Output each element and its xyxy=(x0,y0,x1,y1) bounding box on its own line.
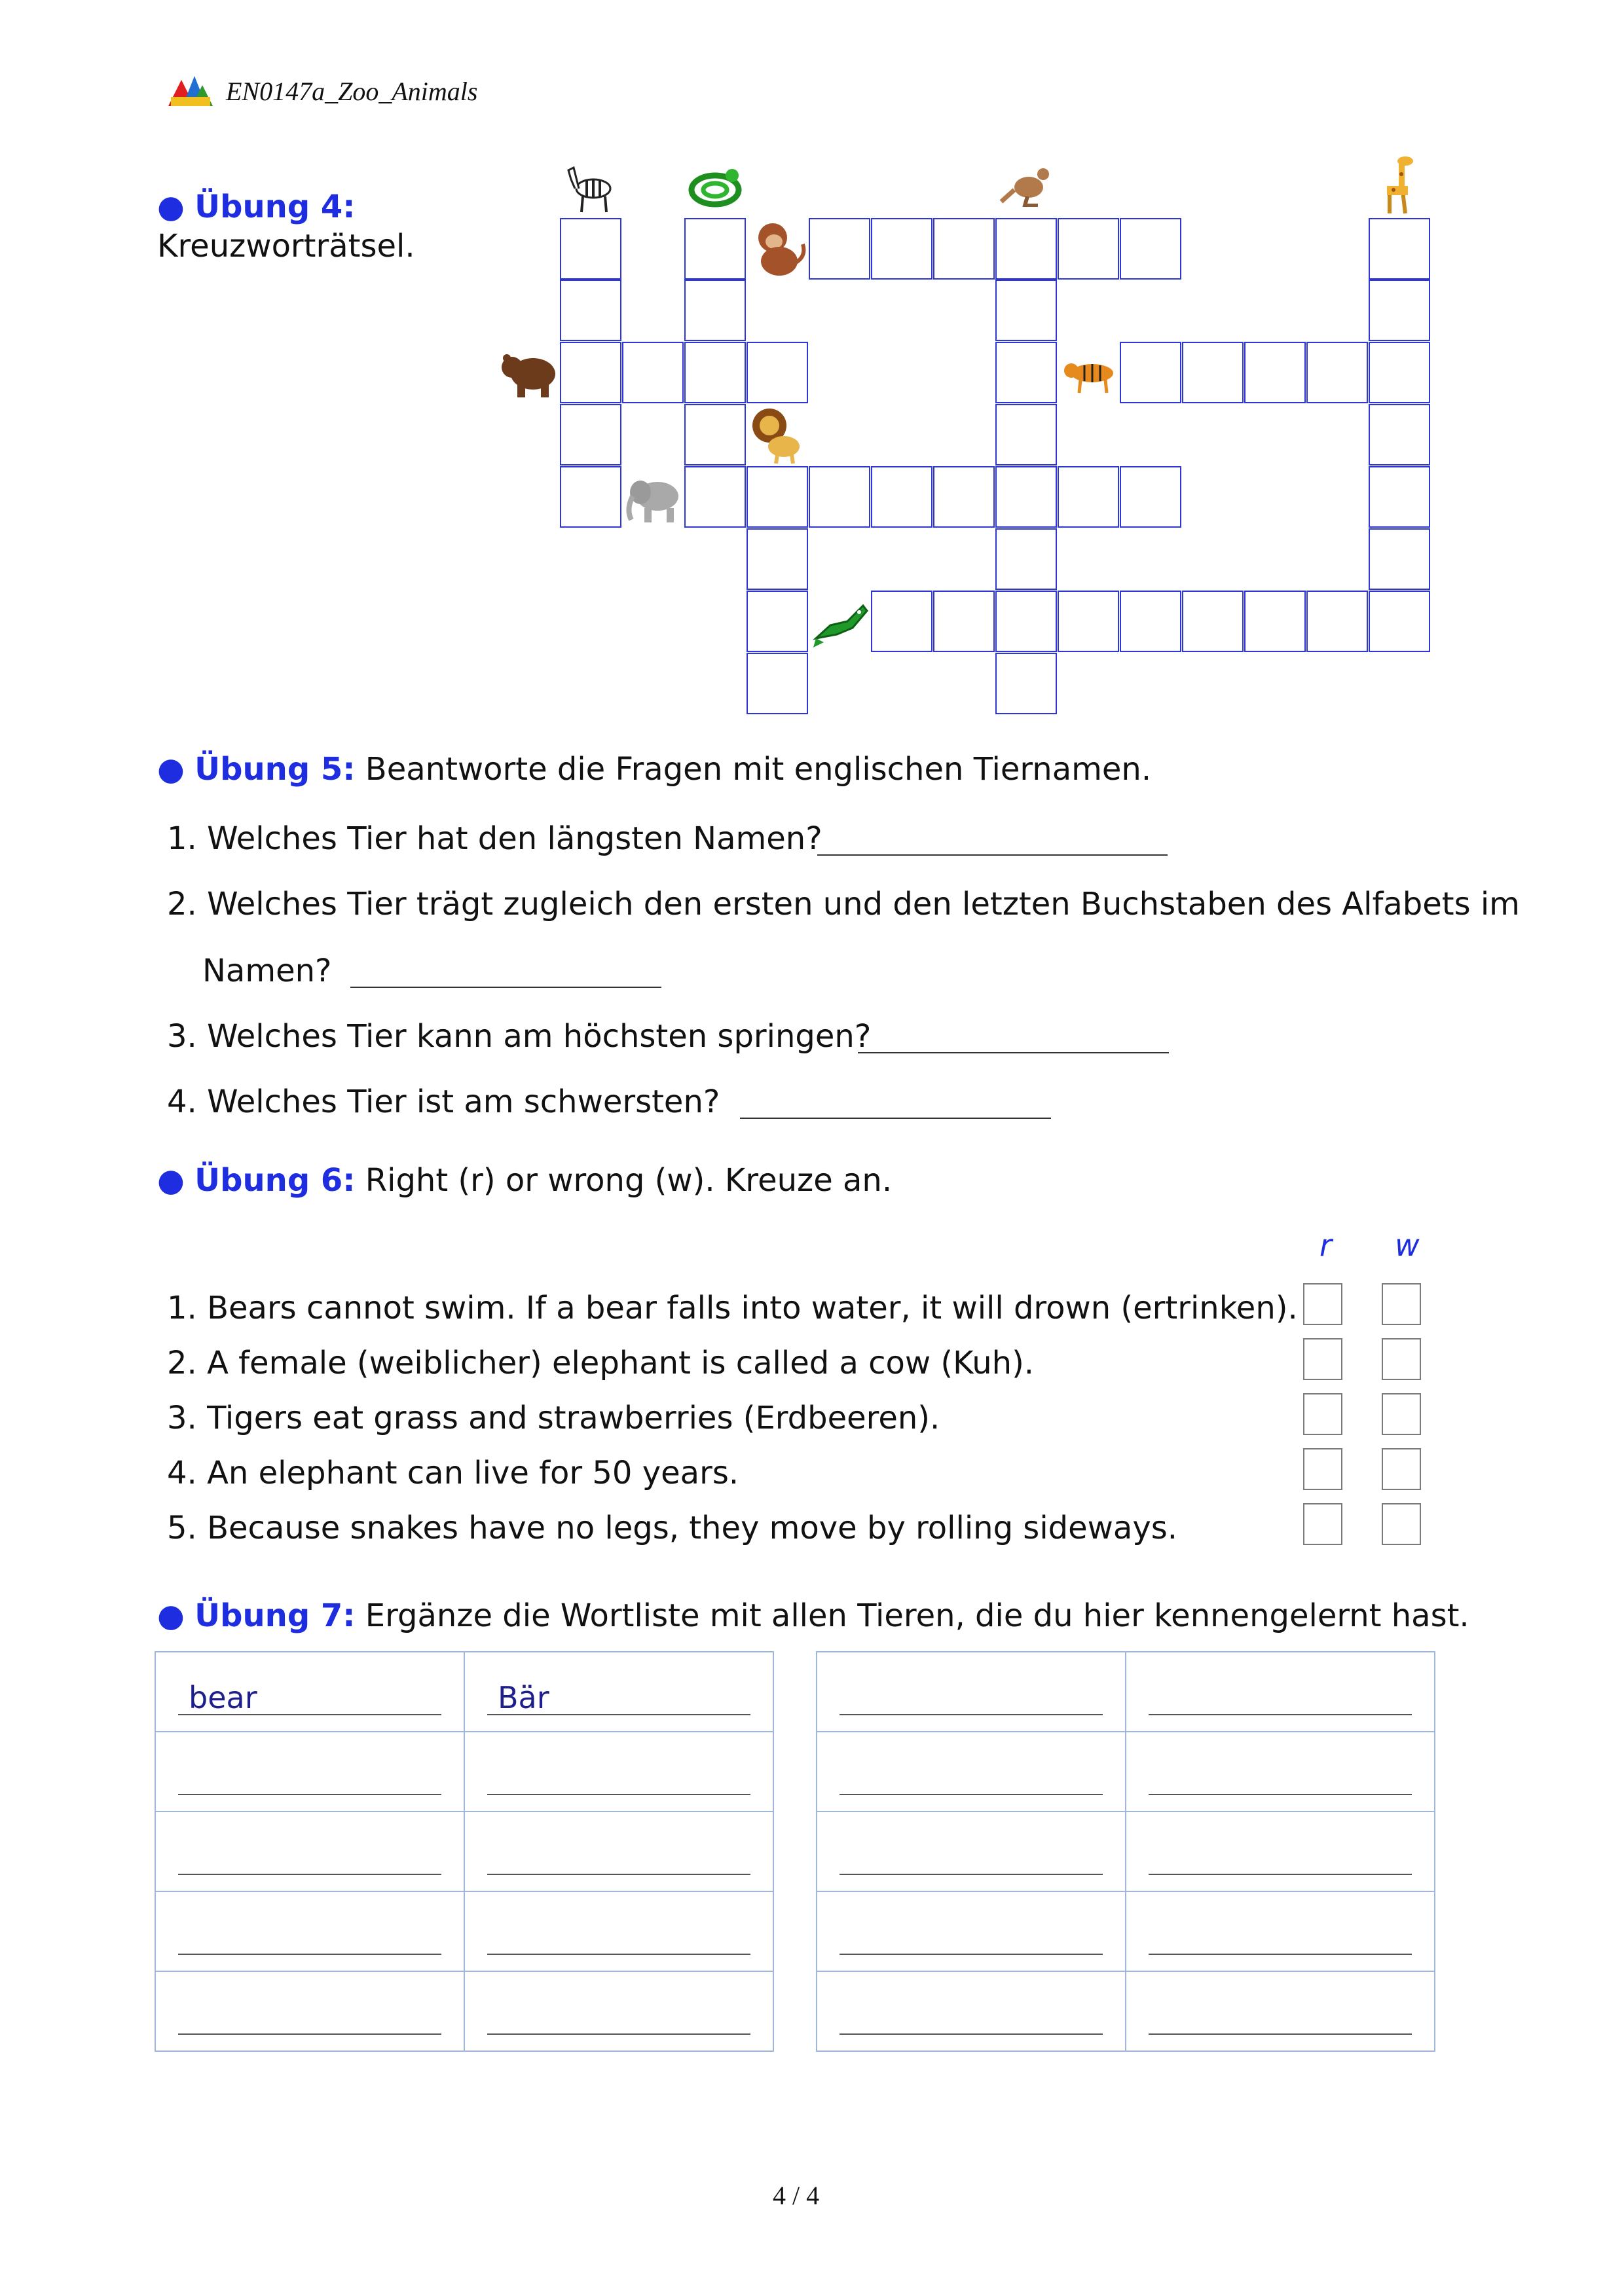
crossword-cell[interactable] xyxy=(747,653,808,714)
checkbox-wrong-5[interactable] xyxy=(1382,1503,1421,1545)
giraffe-icon xyxy=(1376,155,1420,219)
column-wrong-label: w xyxy=(1395,1228,1420,1263)
write-line xyxy=(178,1714,441,1715)
checkbox-wrong-1[interactable] xyxy=(1382,1283,1421,1325)
word-cell-english[interactable] xyxy=(155,1732,464,1812)
crossword-cell[interactable] xyxy=(1306,342,1368,403)
word-cell-german[interactable] xyxy=(464,1732,773,1812)
word-cell-english[interactable] xyxy=(155,1891,464,1971)
ex5-question-1 xyxy=(167,820,822,857)
word-cell-german[interactable] xyxy=(1126,1732,1435,1812)
write-line xyxy=(1149,2033,1412,2035)
word-cell-english[interactable] xyxy=(817,1812,1126,1891)
crossword-cell[interactable] xyxy=(1182,342,1244,403)
crossword-cell[interactable] xyxy=(871,466,932,528)
word-list-table-right xyxy=(816,1651,1435,2052)
word-cell-english[interactable] xyxy=(155,1652,464,1732)
ex6-heading xyxy=(157,1162,892,1199)
statement-text: Because snakes have no legs, they move by rolling sideways. xyxy=(207,1510,1177,1546)
write-line xyxy=(487,1794,750,1795)
checkbox-wrong-4[interactable] xyxy=(1382,1448,1421,1490)
crossword-cell[interactable] xyxy=(747,466,808,528)
ex7-heading xyxy=(157,1597,1469,1634)
word-cell-german[interactable] xyxy=(1126,1971,1435,2051)
statement-number: 4. xyxy=(167,1455,197,1491)
crossword-cell[interactable] xyxy=(1244,591,1306,652)
ex7-instruction: Ergänze die Wortliste mit allen Tieren, die du hier kennengelernt hast. xyxy=(365,1597,1469,1634)
crossword-cell[interactable] xyxy=(1120,342,1181,403)
word-cell-english[interactable] xyxy=(817,1891,1126,1971)
checkbox-right-1[interactable] xyxy=(1303,1283,1342,1325)
ex5-question-3 xyxy=(167,1018,871,1055)
answer-line-1[interactable] xyxy=(817,854,1168,856)
crossword-cell[interactable] xyxy=(871,218,932,280)
crossword-cell[interactable] xyxy=(1058,218,1119,280)
crossword-cell[interactable] xyxy=(933,218,995,280)
question-number: 4. xyxy=(167,1084,197,1120)
page-number: 4 / 4 xyxy=(773,2181,820,2210)
crossword-cell[interactable] xyxy=(995,218,1057,280)
statement-number: 3. xyxy=(167,1400,197,1436)
question-text: Welches Tier kann am höchsten springen? xyxy=(207,1018,872,1055)
write-line xyxy=(487,1874,750,1875)
table-row xyxy=(155,1732,773,1812)
word-cell-english[interactable] xyxy=(155,1812,464,1891)
crossword-cell[interactable] xyxy=(1369,591,1430,652)
statement-text: Tigers eat grass and strawberries (Erdbeeren). xyxy=(207,1400,940,1436)
snake-icon xyxy=(686,164,745,212)
statement-number: 2. xyxy=(167,1345,197,1381)
crossword-cell[interactable] xyxy=(747,342,808,403)
crossword-cell[interactable] xyxy=(1369,466,1430,528)
column-right-label: r xyxy=(1320,1228,1332,1263)
statement-text: A female (weiblicher) elephant is called a cow (Kuh). xyxy=(207,1345,1035,1381)
checkbox-right-3[interactable] xyxy=(1303,1393,1342,1435)
crossword-cell[interactable] xyxy=(1369,342,1430,403)
crossword-cell[interactable] xyxy=(1182,591,1244,652)
write-line xyxy=(178,1794,441,1795)
write-line xyxy=(840,1954,1103,1955)
crossword-cell[interactable] xyxy=(871,591,932,652)
crossword-cell[interactable] xyxy=(1244,342,1306,403)
write-line xyxy=(1149,1954,1412,1955)
checkbox-right-4[interactable] xyxy=(1303,1448,1342,1490)
ex4-instruction: Kreuzworträtsel. xyxy=(157,228,415,264)
table-row xyxy=(817,1971,1435,2051)
crossword-cell[interactable] xyxy=(1369,404,1430,465)
ex5-question-2 xyxy=(167,886,1520,922)
statement-text: An elephant can live for 50 years. xyxy=(207,1455,739,1491)
ex6-statement-1 xyxy=(167,1290,1298,1326)
write-line xyxy=(840,2033,1103,2035)
ex5-heading xyxy=(157,751,1151,788)
ex6-statement-3 xyxy=(167,1400,940,1436)
write-line xyxy=(840,1874,1103,1875)
crossword-cell[interactable] xyxy=(684,342,746,403)
word-cell-german[interactable] xyxy=(464,1971,773,2051)
word-list-table-left xyxy=(155,1651,774,2052)
table-row xyxy=(155,1652,773,1732)
word-cell-german[interactable] xyxy=(1126,1812,1435,1891)
crossword-cell[interactable] xyxy=(560,466,621,528)
table-row xyxy=(817,1732,1435,1812)
crossword-cell[interactable] xyxy=(1369,528,1430,590)
answer-line-2[interactable] xyxy=(350,987,661,988)
ex6-statement-5 xyxy=(167,1510,1177,1546)
ex6-statement-4 xyxy=(167,1455,739,1491)
crossword-cell[interactable] xyxy=(1120,591,1181,652)
ex5-bullet: ● xyxy=(157,751,185,788)
ex6-bullet: ● xyxy=(157,1162,185,1199)
crossword-cell[interactable] xyxy=(560,280,621,341)
word-cell-english[interactable] xyxy=(817,1652,1126,1732)
crossword-cell[interactable] xyxy=(560,404,621,465)
word-cell-german[interactable] xyxy=(1126,1652,1435,1732)
statement-number: 5. xyxy=(167,1510,197,1546)
question-text-continued: Namen? xyxy=(202,953,332,989)
crossword-cell[interactable] xyxy=(1120,466,1181,528)
checkbox-right-5[interactable] xyxy=(1303,1503,1342,1545)
checkbox-wrong-3[interactable] xyxy=(1382,1393,1421,1435)
write-line xyxy=(840,1794,1103,1795)
question-number: 1. xyxy=(167,820,197,857)
crossword-cell[interactable] xyxy=(1120,218,1181,280)
crossword-cell[interactable] xyxy=(933,466,995,528)
ex7-title: Übung 7: xyxy=(194,1597,356,1634)
crossword-cell[interactable] xyxy=(747,591,808,652)
crossword-cell[interactable] xyxy=(933,591,995,652)
crossword-cell[interactable] xyxy=(1306,591,1368,652)
crossword-cell[interactable] xyxy=(995,466,1057,528)
ex4-bullet: ● xyxy=(157,189,185,225)
crossword-cell[interactable] xyxy=(684,404,746,465)
write-line xyxy=(1149,1794,1412,1795)
crocodile-icon xyxy=(811,592,871,653)
write-line xyxy=(840,1714,1103,1715)
crossword-cell[interactable] xyxy=(995,404,1057,465)
ex6-statement-2 xyxy=(167,1345,1034,1381)
document-id: EN0147a_Zoo_Animals xyxy=(226,77,478,106)
write-line xyxy=(487,1954,750,1955)
crossword-cell[interactable] xyxy=(560,218,621,280)
word-cell-english[interactable] xyxy=(817,1971,1126,2051)
example-word-german: Bär xyxy=(498,1680,549,1715)
question-number: 3. xyxy=(167,1018,197,1055)
crossword-cell[interactable] xyxy=(995,591,1057,652)
tiger-icon xyxy=(1061,354,1118,398)
crossword-cell[interactable] xyxy=(622,342,684,403)
write-line xyxy=(1149,1714,1412,1715)
crossword-cell[interactable] xyxy=(809,466,870,528)
word-cell-german[interactable] xyxy=(1126,1891,1435,1971)
write-line xyxy=(487,2033,750,2035)
crossword-cell[interactable] xyxy=(1369,280,1430,341)
lion-icon xyxy=(748,405,807,467)
monkey-icon xyxy=(747,218,808,282)
ex6-instruction: Right (r) or wrong (w). Kreuze an. xyxy=(365,1162,893,1199)
word-cell-english[interactable] xyxy=(817,1732,1126,1812)
write-line xyxy=(178,2033,441,2035)
crossword-cell[interactable] xyxy=(747,528,808,590)
checkbox-right-2[interactable] xyxy=(1303,1338,1342,1380)
table-row xyxy=(817,1891,1435,1971)
word-cell-english[interactable] xyxy=(155,1971,464,2051)
crossword-cell[interactable] xyxy=(995,280,1057,341)
crossword-cell[interactable] xyxy=(995,528,1057,590)
ex4-title: Übung 4: xyxy=(194,189,356,225)
statement-number: 1. xyxy=(167,1290,197,1326)
crossword-cell[interactable] xyxy=(995,342,1057,403)
write-line xyxy=(1149,1874,1412,1875)
question-text: Welches Tier ist am schwersten? xyxy=(207,1084,720,1120)
ex6-title: Übung 6: xyxy=(194,1162,356,1199)
crossword-cell[interactable] xyxy=(1058,466,1119,528)
statement-text: Bears cannot swim. If a bear falls into water, it will drown (ertrinken). xyxy=(207,1290,1298,1326)
question-text: Welches Tier trägt zugleich den ersten und den letzten Buchstaben des Alfabets im xyxy=(207,886,1520,922)
answer-line-3[interactable] xyxy=(858,1052,1169,1053)
table-row xyxy=(155,1891,773,1971)
crossword-cell[interactable] xyxy=(684,466,746,528)
write-line xyxy=(178,1874,441,1875)
word-cell-german[interactable] xyxy=(464,1652,773,1732)
crossword-cell[interactable] xyxy=(1369,218,1430,280)
bear-icon xyxy=(498,345,559,403)
kangaroo-icon xyxy=(999,160,1058,210)
crossword-cell[interactable] xyxy=(560,342,621,403)
zebra-icon xyxy=(564,160,617,217)
write-line xyxy=(487,1714,750,1715)
table-row xyxy=(155,1971,773,2051)
word-cell-german[interactable] xyxy=(464,1812,773,1891)
question-text: Welches Tier hat den längsten Namen? xyxy=(207,820,822,857)
elephant-icon xyxy=(622,473,684,528)
ex5-title: Übung 5: xyxy=(194,751,356,788)
crossword-cell[interactable] xyxy=(809,218,870,280)
checkbox-wrong-2[interactable] xyxy=(1382,1338,1421,1380)
crossword-cell[interactable] xyxy=(1058,591,1119,652)
word-cell-german[interactable] xyxy=(464,1891,773,1971)
table-row xyxy=(155,1812,773,1891)
crossword-cell[interactable] xyxy=(684,218,746,280)
table-row xyxy=(817,1812,1435,1891)
answer-line-4[interactable] xyxy=(740,1118,1051,1119)
crossword-cell[interactable] xyxy=(995,653,1057,714)
crossword-cell[interactable] xyxy=(684,280,746,341)
ex5-instruction: Beantworte die Fragen mit englischen Tiernamen. xyxy=(365,751,1152,788)
ex7-bullet: ● xyxy=(157,1597,185,1634)
ex5-question-4 xyxy=(167,1084,720,1120)
table-row xyxy=(817,1652,1435,1732)
example-word-english: bear xyxy=(189,1680,257,1715)
write-line xyxy=(178,1954,441,1955)
question-number: 2. xyxy=(167,886,197,922)
